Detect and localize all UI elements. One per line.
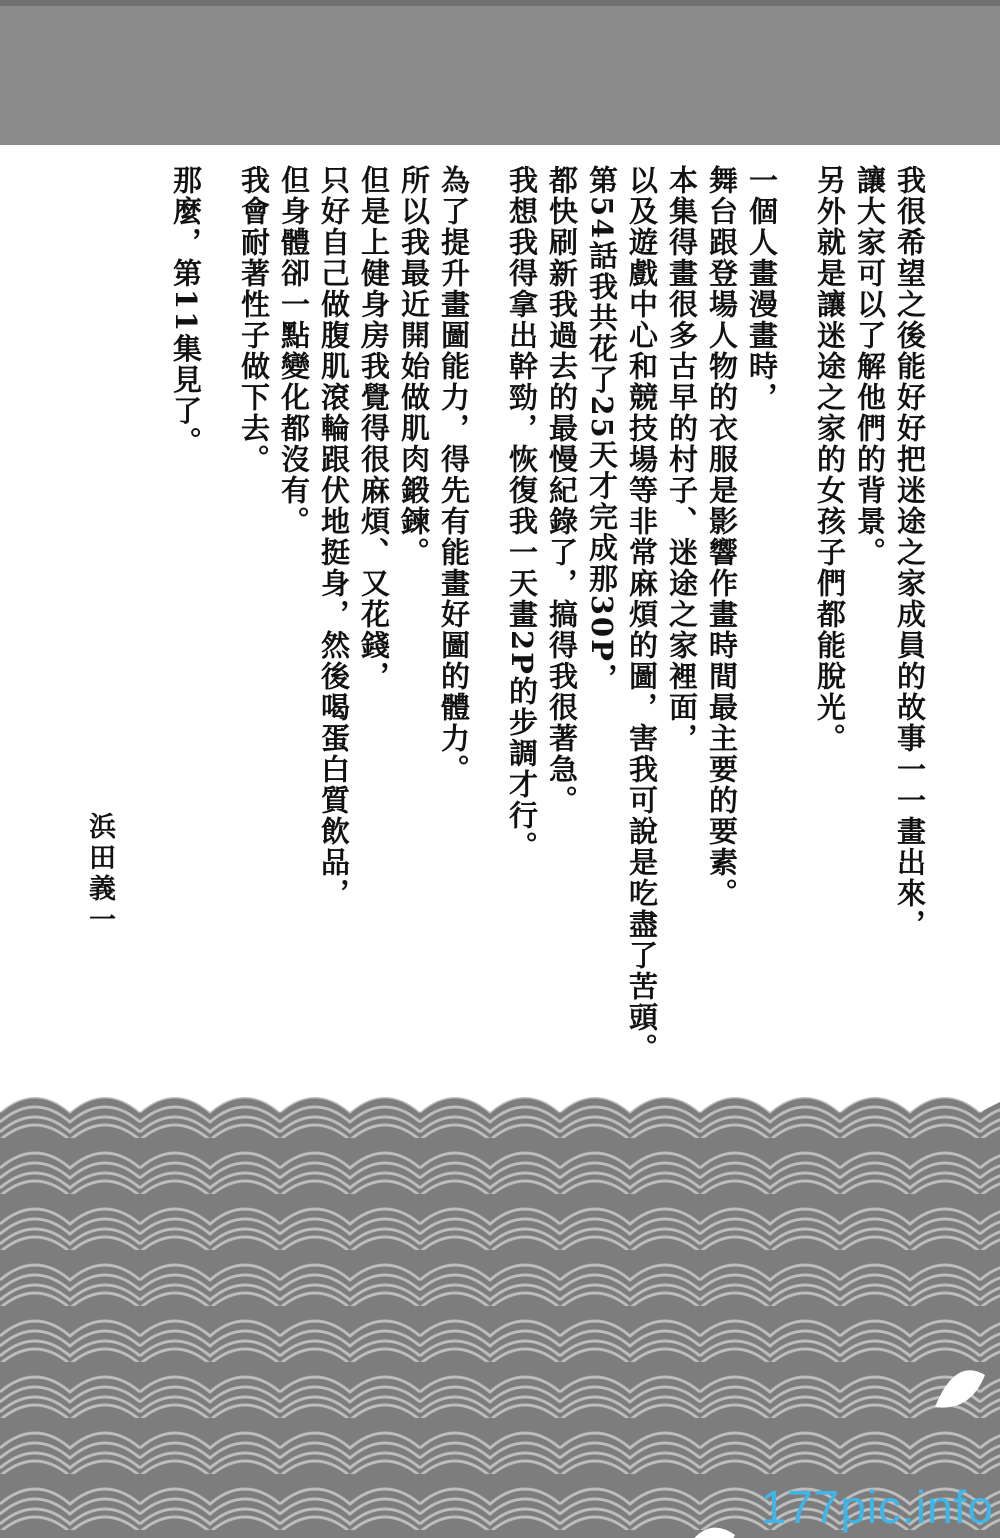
text-line: 舞台跟登場人物的衣服是影響作畫時間最主要的要素。: [705, 165, 739, 909]
paragraph-4: [166, 165, 206, 855]
paragraph-2: [502, 165, 782, 1064]
text-line: 為了提升畫圖能力，得先有能畫好圖的體力。: [437, 165, 471, 785]
text-line: 另外就是讓迷途之家的女孩子們都能脫光。: [813, 165, 847, 754]
text-line: 我想我得拿出幹勁，恢復我一天畫2P的步調才行。: [505, 165, 539, 862]
text-line: 那麼，第11集見了。: [169, 165, 203, 458]
text-line: 我會耐著性子做下去。: [237, 165, 271, 475]
afterword-text: [166, 165, 930, 1064]
author-signature: 浜田義一: [84, 812, 115, 936]
text-line: 讓大家可以了解他們的背景。: [853, 165, 887, 568]
text-line: 只好自己做腹肌滾輪跟伏地挺身，然後喝蛋白質飲品，: [317, 165, 351, 909]
text-line: 但身體卻一點變化都沒有。: [277, 165, 311, 537]
text-line: 都快刷新我過去的最慢紀錄了，搞得我很著急。: [545, 165, 579, 816]
wave-pattern: [0, 1082, 1000, 1538]
text-line: 我很希望之後能好好把迷途之家成員的故事一一畫出來，: [893, 165, 927, 940]
text-line: 第54話我共花了25天才完成那30P，: [585, 165, 619, 694]
text-line: 所以我最近開始做肌肉鍛鍊。: [397, 165, 431, 568]
paragraph-1: [810, 165, 930, 940]
text-line: 以及遊戲中心和競技場等非常麻煩的圖，害我可說是吃盡了苦頭。: [625, 165, 659, 1064]
watermark-text: 177pic.info: [760, 1481, 994, 1533]
top-gray-band: [0, 0, 1000, 145]
paragraph-3: [234, 165, 474, 909]
text-line: 一個人畫漫畫時，: [745, 165, 779, 413]
text-line: 但是上健身房我覺得很麻煩、又花錢，: [357, 165, 391, 692]
text-line: 本集得畫很多古早的村子、迷途之家裡面，: [665, 165, 699, 754]
